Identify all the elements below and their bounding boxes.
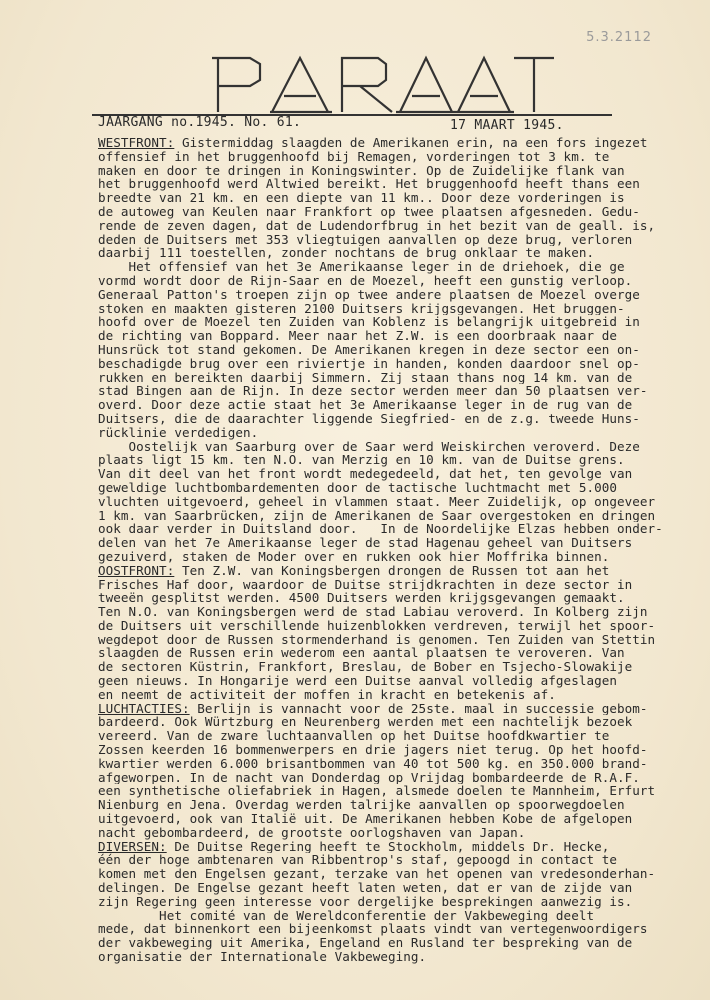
- line-text: Ten N.O. van Koningsbergen werd de stad Labiau veroverd. In Kolberg zijn: [98, 605, 648, 619]
- line-text: ook daar verder in Duitsland door. In de Noordelijke Elzas hebben onder-: [98, 522, 663, 537]
- text-line: [98, 205, 698, 219]
- line-text: Frisches Haf door, waardoor de Duitse strijdkrachten in deze sector in: [98, 577, 633, 592]
- line-text: stoken en maakten gisteren 2100 Duitsers krijgsgevangen. Het bruggen-: [98, 301, 625, 316]
- text-line: [98, 812, 698, 826]
- line-text: geen nieuws. In Hongarije werd een Duitse aanval volledig afgeslagen: [98, 674, 617, 688]
- text-line: [98, 481, 698, 495]
- line-text: hoofd over de Moezel ten Zuiden van Koblenz is belangrijk uitgebreid in: [98, 315, 640, 330]
- line-text: bardeerd. Ook Würtzburg en Neurenberg werden met een nachtelijk bezoek: [98, 715, 633, 730]
- section-heading: OOSTFRONT:: [98, 563, 175, 578]
- text-line: [98, 288, 698, 302]
- text-line: [98, 605, 698, 619]
- line-text: één der hoge ambtenaren van Ribbentrop's staf, gepoogd in contact te: [98, 853, 617, 868]
- line-text: 1 km. van Saarbrücken, zijn de Amerikanen de Saar overgestoken en dringen: [98, 508, 656, 523]
- text-line: [98, 715, 698, 729]
- text-line: [98, 398, 698, 412]
- line-text: kwartier werden 6.000 brisantbommen van 40 tot 500 kg. en 350.000 brand-: [98, 756, 648, 771]
- line-text: gezuiverd, staken de Moder over en rukken ook hier Moffrika binnen.: [98, 549, 610, 564]
- line-text: beschadigde brug over een riviertje in handen, konden daardoor snel op-: [98, 356, 640, 371]
- line-text: der vakbeweging uit Amerika, Engeland en Rusland ter bespreking van de: [98, 936, 633, 951]
- text-line: [98, 302, 698, 316]
- text-line: [98, 191, 698, 205]
- text-line: [98, 840, 698, 854]
- line-text: wegdepot door de Russen stormenderhand is genomen. Ten Zuiden van Stettin: [98, 632, 656, 647]
- line-text: delen van het 7e Amerikaanse leger de stad Hagenau geheel van Duitsers: [98, 536, 633, 550]
- issue-number: JAARGANG no.1945. No. 61.: [98, 115, 302, 130]
- line-text: plaats ligt 15 km. ten N.O. van Merzig en 10 km. van de Duitse grens.: [98, 453, 625, 468]
- text-line: [98, 371, 698, 385]
- line-text: slaagden de Russen erin wederom een aantal plaatsen te veroveren. Van: [98, 646, 625, 661]
- text-line: [98, 798, 698, 812]
- text-line: [98, 757, 698, 771]
- text-line: [98, 881, 698, 895]
- text-line: [98, 564, 698, 578]
- masthead-lettering-icon: [200, 50, 560, 118]
- text-line: [98, 550, 698, 564]
- line-text: de Duitsers uit verschillende huizenblokken verdreven, terwijl het spoor-: [98, 618, 656, 633]
- text-line: [98, 509, 698, 523]
- text-line: [98, 867, 698, 881]
- text-line: [98, 826, 698, 840]
- text-line: [98, 633, 698, 647]
- section-heading: LUCHTACTIES:: [98, 701, 190, 716]
- line-text: rende de zeven dagen, dat de Ludendorfbrug in het bezit van de geall. is,: [98, 218, 656, 233]
- article-body: [98, 136, 698, 964]
- text-line: [98, 274, 698, 288]
- text-line: [98, 895, 698, 909]
- text-line: [98, 440, 698, 454]
- text-line: [98, 357, 698, 371]
- text-line: [98, 784, 698, 798]
- issue-dateline: [98, 110, 598, 132]
- line-text: overd. Door deze actie staat het 3e Amerikaanse leger in de rug van de: [98, 398, 633, 412]
- line-text: zijn Regering geen interesse voor dergelijke besprekingen aanwezig is.: [98, 894, 633, 909]
- text-line: [98, 219, 698, 233]
- issue-date: 17 MAART 1945.: [450, 118, 564, 133]
- line-text: rukken en bereikten daarbij Simmern. Zij staan thans nog 14 km. van de: [98, 370, 633, 385]
- line-text: Gistermiddag slaagden de Amerikanen erin, na een fors ingezet: [174, 136, 648, 150]
- line-text: organisatie der Internationale Vakbeweging.: [98, 950, 427, 964]
- text-line: [98, 467, 698, 481]
- text-line: [98, 688, 698, 702]
- text-line: [98, 660, 698, 674]
- line-text: vormd wordt door de Rijn-Saar en de Moezel, heeft een gunstig verloop.: [98, 273, 633, 288]
- line-text: de richting van Boppard. Meer naar het Z.W. is een doorbraak naar de: [98, 329, 617, 343]
- text-line: [98, 646, 698, 660]
- line-text: vluchten uitgevoerd, geheel in vlammen staat. Meer Zuidelijk, op ongeveer: [98, 494, 656, 509]
- text-line: [98, 536, 698, 550]
- line-text: geweldige luchtbombardementen door de tactische luchtmacht met 5.000: [98, 480, 617, 495]
- line-text: en neemt de activiteit der moffen in kracht en betekenis af.: [98, 687, 556, 702]
- text-line: [98, 150, 698, 164]
- line-text: het bruggenhoofd werd Altwied bereikt. Het bruggenhoofd heeft thans een: [98, 177, 640, 192]
- text-line: [98, 936, 698, 950]
- text-line: [98, 164, 698, 178]
- text-line: [98, 674, 698, 688]
- text-line: [98, 260, 698, 274]
- line-text: Duitsers, die de daarachter liggende Siegfried- en de z.g. tweede Huns-: [98, 411, 640, 426]
- text-line: [98, 743, 698, 757]
- text-line: [98, 177, 698, 191]
- text-line: [98, 384, 698, 398]
- text-line: [98, 136, 698, 150]
- line-text: Nienburg en Jena. Overdag werden talrijke aanvallen op spoorwegdoelen: [98, 798, 625, 813]
- line-text: tweeën gesplitst werden. 4500 Duitsers werden krijgsgevangen gemaakt.: [98, 591, 625, 606]
- text-line: [98, 233, 698, 247]
- line-text: deden de Duitsers met 353 vliegtuigen aanvallen op deze brug, verloren: [98, 232, 633, 247]
- text-line: [98, 702, 698, 716]
- line-text: Hunsrück tot stand gekomen. De Amerikanen kregen in deze sector een on-: [98, 342, 640, 357]
- line-text: een synthetische oliefabriek in Hagen, alsmede doelen te Mannheim, Erfurt: [98, 784, 656, 799]
- line-text: nacht gebombardeerd, de grootste oorlogshaven van Japan.: [98, 825, 526, 840]
- text-line: [98, 495, 698, 509]
- line-text: Het comité van de Wereldconferentie der Vakbeweging deelt: [98, 908, 595, 923]
- text-line: [98, 315, 698, 329]
- line-text: De Duitse Regering heeft te Stockholm, middels Dr. Hecke,: [166, 839, 610, 854]
- pencil-archive-note: 5.3.2112: [586, 30, 652, 45]
- line-text: breedte van 21 km. en een diepte van 11 km.. Door deze vorderingen is: [98, 191, 625, 205]
- line-text: vereerd. Van de zware luchtaanvallen op het Duitse hoofdkwartier te: [98, 729, 610, 744]
- line-text: daarbij 111 toestellen, zonder nochtans de brug onklaar te maken.: [98, 246, 595, 261]
- text-line: [98, 343, 698, 357]
- line-text: maken en door te dringen in Koningswinter. Op de Zuidelijke flank van: [98, 163, 625, 178]
- line-text: uitgevoerd, ook van Italië uit. De Amerikanen hebben Kobe de afgelopen: [98, 812, 633, 826]
- line-text: Van dit deel van het front wordt medegedeeld, dat het, ten gevolge van: [98, 467, 633, 481]
- line-text: komen met den Engelsen gezant, terzake van het openen van vredesonderhan-: [98, 867, 656, 882]
- line-text: Oostelijk van Saarburg over de Saar werd Weiskirchen veroverd. Deze: [98, 439, 640, 454]
- text-line: [98, 329, 698, 343]
- text-line: [98, 771, 698, 785]
- text-line: [98, 853, 698, 867]
- text-line: [98, 619, 698, 633]
- line-text: rücklinie verdedigen.: [98, 425, 259, 440]
- line-text: delingen. De Engelse gezant heeft laten weten, dat er van de zijde van: [98, 881, 633, 895]
- text-line: [98, 412, 698, 426]
- text-line: [98, 522, 698, 536]
- line-text: afgeworpen. In de nacht van Donderdag op Vrijdag bombardeerde de R.A.F.: [98, 770, 640, 785]
- text-line: [98, 591, 698, 605]
- text-line: [98, 922, 698, 936]
- line-text: Het offensief van het 3e Amerikaanse leger in de driehoek, die ge: [98, 260, 625, 274]
- line-text: mede, dat binnenkort een bijeenkomst plaats vindt van vertegenwoordigers: [98, 922, 648, 937]
- line-text: de sectoren Küstrin, Frankfort, Breslau, de Bober en Tsjecho-Slowakije: [98, 660, 633, 675]
- text-line: [98, 729, 698, 743]
- line-text: Berlijn is vannacht voor de 25ste. maal in successie gebom-: [189, 701, 648, 716]
- line-text: offensief in het bruggenhoofd bij Remagen, vorderingen tot 3 km. te: [98, 149, 610, 164]
- text-line: [98, 950, 698, 964]
- masthead-logo: [200, 50, 560, 118]
- section-heading: DIVERSEN:: [98, 839, 167, 854]
- line-text: Zossen keerden 16 bommenwerpers en drie jagers niet terug. Op het hoofd-: [98, 743, 648, 757]
- line-text: Generaal Patton's troepen zijn op twee andere plaatsen de Moezel overge: [98, 287, 640, 302]
- line-text: de autoweg van Keulen naar Frankfort op twee plaatsen afgesneden. Gedu-: [98, 204, 640, 219]
- text-line: [98, 426, 698, 440]
- text-line: [98, 246, 698, 260]
- text-line: [98, 453, 698, 467]
- line-text: Ten Z.W. van Koningsbergen drongen de Russen tot aan het: [174, 563, 610, 578]
- text-line: [98, 909, 698, 923]
- text-line: [98, 578, 698, 592]
- line-text: stad Bingen aan de Rijn. In deze sector werden meer dan 50 plaatsen ver-: [98, 384, 648, 399]
- section-heading: WESTFRONT:: [98, 136, 175, 150]
